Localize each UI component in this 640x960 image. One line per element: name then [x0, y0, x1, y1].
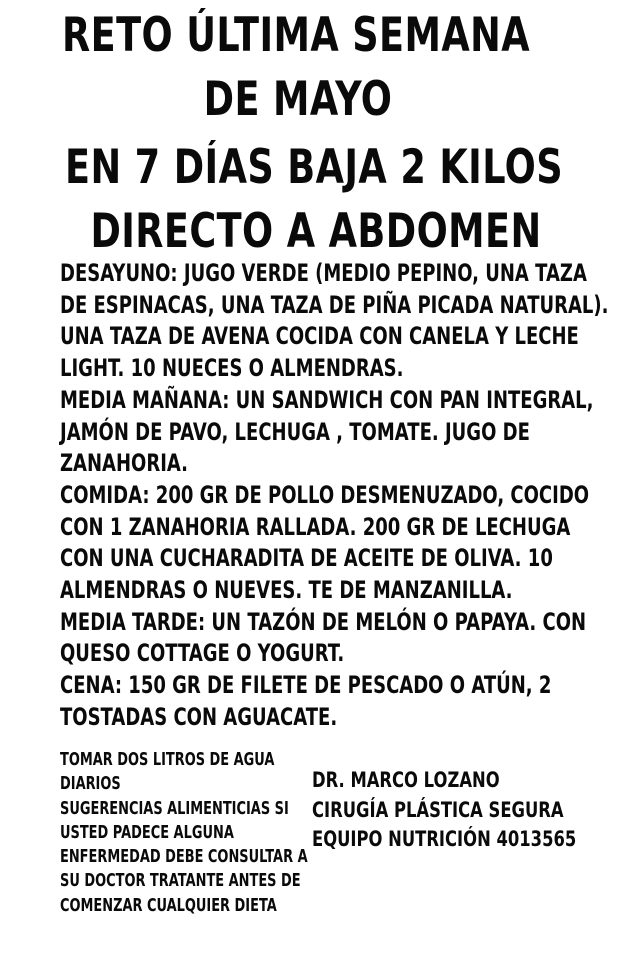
title-line-3: EN 7 DÍAS BAJA 2 KILOS — [65, 140, 563, 195]
meal-plan-line: CON UNA CUCHARADITA DE ACEITE DE OLIVA. 10 — [60, 544, 553, 573]
meal-plan-line: LIGHT. 10 NUECES O ALMENDRAS. — [60, 354, 404, 383]
doctor-name: DR. MARCO LOZANO — [312, 768, 500, 792]
meal-plan-line: MEDIA TARDE: UN TAZÓN DE MELÓN O PAPAYA. CON — [60, 607, 587, 636]
doctor-credits — [312, 766, 577, 855]
doctor-specialty: CIRUGÍA PLÁSTICA SEGURA — [312, 797, 564, 822]
meal-plan-line: MEDIA MAÑANA: UN SANDWICH CON PAN INTEGRAL, — [60, 385, 594, 414]
note-line: ENFERMEDAD DEBE CONSULTAR A — [60, 847, 308, 868]
doctor-contact: EQUIPO NUTRICIÓN 4013565 — [312, 827, 577, 851]
meal-plan-line: QUESO COTTAGE O YOGURT. — [60, 639, 345, 668]
meal-plan-line: ALMENDRAS O NUEVES. TE DE MANZANILLA. — [60, 576, 513, 605]
meal-plan-line: JAMÓN DE PAVO, LECHUGA , TOMATE. JUGO DE — [60, 417, 530, 446]
meal-plan — [60, 258, 609, 734]
note-line: SUGERENCIAS ALIMENTICIAS SI — [60, 798, 289, 819]
note-line: COMENZAR CUALQUIER DIETA — [60, 895, 277, 916]
title-line-2: DE MAYO — [203, 72, 393, 127]
meal-plan-line: COMIDA: 200 GR DE POLLO DESMENUZADO, COCIDO — [60, 480, 590, 509]
note-line: SU DOCTOR TRATANTE ANTES DE — [60, 871, 301, 892]
meal-plan-line: UNA TAZA DE AVENA COCIDA CON CANELA Y LECHE — [60, 322, 579, 351]
meal-plan-line: CENA: 150 GR DE FILETE DE PESCADO O ATÚN, 2 — [60, 671, 552, 700]
disclaimer-notes — [60, 748, 312, 918]
meal-plan-line: DESAYUNO: JUGO VERDE (MEDIO PEPINO, UNA TAZA — [60, 259, 587, 287]
meal-plan-line: TOSTADAS CON AGUACATE. — [60, 702, 338, 731]
meal-plan-line: CON 1 ZANAHORIA RALLADA. 200 GR DE LECHUGA — [60, 512, 571, 541]
title-line-1: RETO ÚLTIMA SEMANA — [62, 8, 530, 63]
note-line: USTED PADECE ALGUNA — [60, 822, 234, 843]
meal-plan-line: DE ESPINACAS, UNA TAZA DE PIÑA PICADA NATURAL). — [60, 290, 609, 319]
note-line: DIARIOS — [60, 774, 121, 795]
meal-plan-line: ZANAHORIA. — [60, 449, 189, 478]
note-line: TOMAR DOS LITROS DE AGUA — [60, 750, 275, 770]
title-line-4: DIRECTO A ABDOMEN — [90, 204, 542, 259]
